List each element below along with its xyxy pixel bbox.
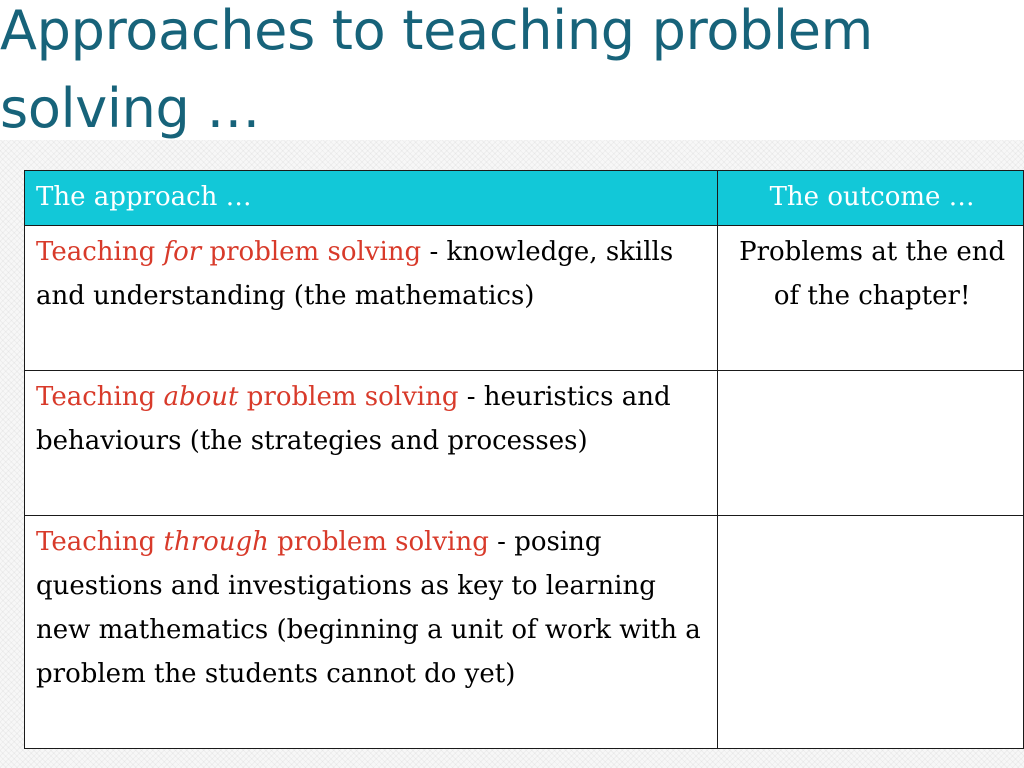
outcome-cell: Problems at the end of the chapter! bbox=[718, 226, 1024, 371]
approach-separator: - bbox=[488, 527, 506, 557]
approach-keyword: through bbox=[163, 527, 269, 557]
approach-keyword: for bbox=[163, 237, 202, 267]
approach-separator: - bbox=[458, 382, 476, 412]
approach-prefix: Teaching bbox=[36, 382, 164, 412]
approach-label bbox=[36, 382, 458, 412]
approach-description: knowledge, skills and understanding (the mathematics) bbox=[36, 237, 674, 311]
table-row bbox=[25, 516, 1024, 749]
approach-prefix: Teaching bbox=[36, 237, 164, 267]
approach-cell bbox=[25, 516, 718, 749]
approach-suffix: problem solving bbox=[268, 527, 489, 557]
table-row bbox=[25, 226, 1024, 371]
approach-cell bbox=[25, 226, 718, 371]
approach-suffix: problem solving bbox=[201, 237, 422, 267]
approaches-table bbox=[24, 170, 1024, 749]
outcome-cell bbox=[718, 516, 1024, 749]
approach-keyword: about bbox=[163, 382, 239, 412]
approach-separator: - bbox=[421, 237, 439, 267]
slide-title: Approaches to teaching problem solving … bbox=[0, 0, 873, 140]
approach-label bbox=[36, 237, 421, 267]
table-row bbox=[25, 371, 1024, 516]
approach-prefix: Teaching bbox=[36, 527, 164, 557]
approach-cell bbox=[25, 371, 718, 516]
approach-label bbox=[36, 527, 489, 557]
table-header-row bbox=[25, 171, 1024, 226]
header-approach: The approach … bbox=[25, 171, 718, 226]
approach-description: heuristics and behaviours (the strategies and processes) bbox=[36, 382, 671, 456]
approach-suffix: problem solving bbox=[238, 382, 459, 412]
approach-description: posing questions and investigations as key to learning new mathematics (beginning a unit of work with a problem the students cannot do yet) bbox=[36, 527, 701, 689]
outcome-cell bbox=[718, 371, 1024, 516]
header-outcome: The outcome … bbox=[718, 171, 1024, 226]
